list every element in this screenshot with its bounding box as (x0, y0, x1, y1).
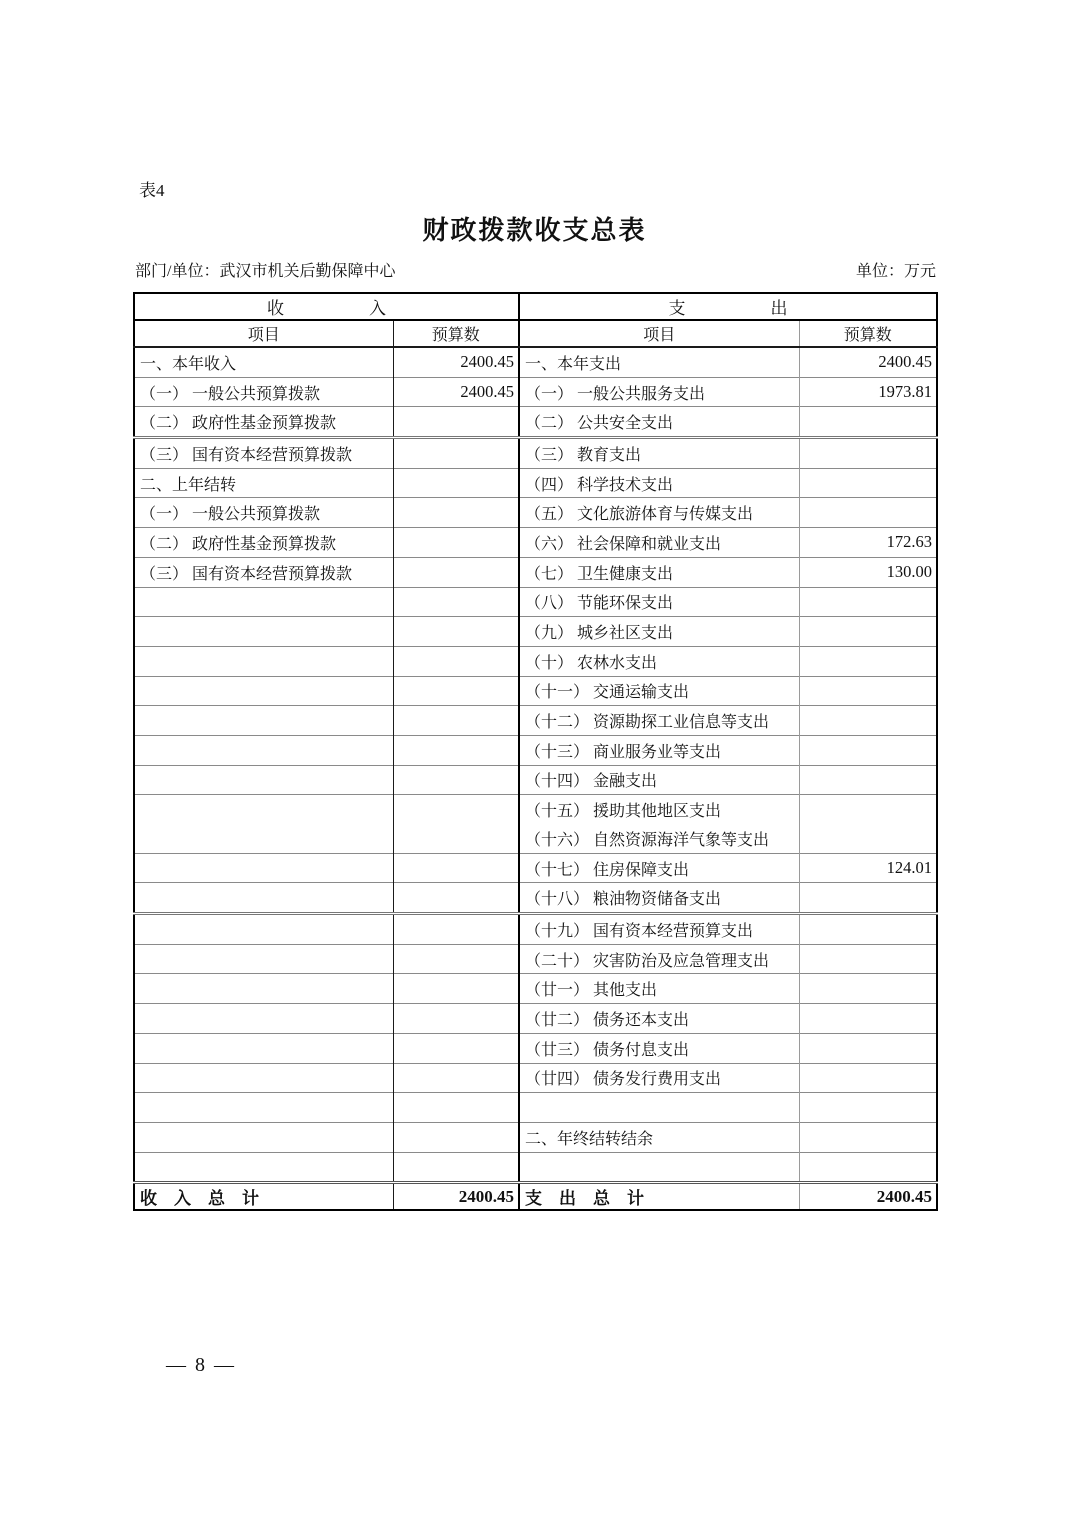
expenditure-item-cell: （十三） 商业服务业等支出 (519, 735, 799, 765)
revenue-budget-cell (393, 468, 519, 498)
revenue-item-cell (134, 765, 393, 795)
revenue-budget-cell (393, 883, 519, 914)
revenue-budget-cell (393, 1063, 519, 1093)
expenditure-item-cell: （六） 社会保障和就业支出 (519, 528, 799, 558)
expenditure-item-cell: （五） 文化旅游体育与传媒支出 (519, 498, 799, 528)
expenditure-item-cell: （十二） 资源勘探工业信息等支出 (519, 706, 799, 736)
table-row (134, 735, 937, 765)
revenue-budget-cell (393, 853, 519, 883)
table-row (134, 853, 937, 883)
revenue-item-cell: （三） 国有资本经营预算拨款 (134, 438, 393, 469)
revenue-budget-cell (393, 1152, 519, 1183)
table-row (134, 498, 937, 528)
revenue-item-cell (134, 706, 393, 736)
expenditure-item-cell: （三） 教育支出 (519, 438, 799, 469)
expenditure-item-cell: （二） 公共安全支出 (519, 407, 799, 438)
table-row (134, 438, 937, 469)
expenditure-budget-cell (799, 795, 937, 824)
revenue-budget-cell (393, 557, 519, 587)
expenditure-item-cell: 二、年终结转结余 (519, 1122, 799, 1152)
unit-label: 单位：万元 (855, 263, 936, 280)
expenditure-budget-cell (799, 914, 937, 945)
group-header-row (134, 293, 937, 320)
expenditure-item-cell: （二十） 灾害防治及应急管理支出 (519, 944, 799, 974)
revenue-item-cell (134, 944, 393, 974)
table-row (134, 1152, 937, 1183)
revenue-budget-header: 预算数 (393, 320, 519, 347)
revenue-item-cell (134, 1033, 393, 1063)
table-row (134, 944, 937, 974)
revenue-group-header: 收 入 (134, 293, 519, 320)
expenditure-item-cell: （四） 科学技术支出 (519, 468, 799, 498)
expenditure-item-cell: （十四） 金融支出 (519, 765, 799, 795)
page-title: 财政拨款收支总表 (422, 215, 647, 245)
expenditure-budget-header: 预算数 (799, 320, 937, 347)
revenue-budget-cell (393, 706, 519, 736)
table-row (134, 1093, 937, 1123)
expenditure-budget-cell (799, 1033, 937, 1063)
expenditure-item-cell: （八） 节能环保支出 (519, 587, 799, 617)
revenue-budget-cell (393, 765, 519, 795)
table-row (134, 468, 937, 498)
expenditure-item-cell: （十一） 交通运输支出 (519, 676, 799, 706)
expenditure-item-cell: （十） 农林水支出 (519, 646, 799, 676)
expenditure-budget-cell (799, 587, 937, 617)
expenditure-budget-cell (799, 883, 937, 914)
table-row (134, 407, 937, 438)
table-row (134, 1063, 937, 1093)
expenditure-total-value: 2400.45 (799, 1183, 937, 1211)
table-row (134, 646, 937, 676)
revenue-budget-cell (393, 587, 519, 617)
expenditure-budget-cell (799, 617, 937, 647)
revenue-budget-cell (393, 617, 519, 647)
expenditure-budget-cell (799, 974, 937, 1004)
expenditure-budget-cell (799, 498, 937, 528)
expenditure-budget-cell (799, 1004, 937, 1034)
expenditure-item-cell: （九） 城乡社区支出 (519, 617, 799, 647)
revenue-item-cell (134, 1122, 393, 1152)
expenditure-item-cell: （廿一） 其他支出 (519, 974, 799, 1004)
revenue-item-cell (134, 1152, 393, 1183)
revenue-item-cell: （三） 国有资本经营预算拨款 (134, 557, 393, 587)
expenditure-item-cell: （一） 一般公共服务支出 (519, 377, 799, 407)
expenditure-item-cell: （十九） 国有资本经营预算支出 (519, 914, 799, 945)
expenditure-budget-cell (799, 407, 937, 438)
expenditure-budget-cell (799, 824, 937, 853)
expenditure-budget-cell (799, 944, 937, 974)
expenditure-budget-cell: 124.01 (799, 853, 937, 883)
expenditure-budget-cell: 130.00 (799, 557, 937, 587)
table-row (134, 1004, 937, 1034)
table-row (134, 1122, 937, 1152)
revenue-budget-cell (393, 1093, 519, 1123)
revenue-budget-cell (393, 974, 519, 1004)
revenue-item-header: 项目 (134, 320, 393, 347)
column-header-row (134, 320, 937, 347)
expenditure-budget-cell (799, 706, 937, 736)
expenditure-item-header: 项目 (519, 320, 799, 347)
revenue-item-cell (134, 735, 393, 765)
expenditure-item-cell: （廿二） 债务还本支出 (519, 1004, 799, 1034)
revenue-item-cell (134, 646, 393, 676)
revenue-budget-cell (393, 944, 519, 974)
revenue-total-label: 收 入 总 计 (134, 1183, 393, 1211)
department-label: 部门/单位：武汉市机关后勤保障中心 (135, 263, 396, 280)
revenue-item-cell: （二） 政府性基金预算拨款 (134, 407, 393, 438)
revenue-budget-cell (393, 646, 519, 676)
expenditure-budget-cell (799, 1093, 937, 1123)
budget-summary-table (133, 292, 938, 1211)
expenditure-item-cell: （廿三） 债务付息支出 (519, 1033, 799, 1063)
revenue-budget-cell (393, 1033, 519, 1063)
revenue-item-cell (134, 617, 393, 647)
expenditure-item-cell: （十七） 住房保障支出 (519, 853, 799, 883)
table-row (134, 587, 937, 617)
revenue-budget-cell (393, 914, 519, 945)
expenditure-group-header: 支 出 (519, 293, 937, 320)
revenue-item-cell: （一） 一般公共预算拨款 (134, 377, 393, 407)
revenue-item-cell (134, 795, 393, 824)
table-row (134, 557, 937, 587)
revenue-budget-cell (393, 824, 519, 853)
table-row (134, 824, 937, 853)
expenditure-budget-cell (799, 438, 937, 469)
table-row (134, 676, 937, 706)
table-meta-row (135, 258, 936, 281)
revenue-budget-cell (393, 528, 519, 558)
table-row (134, 347, 937, 377)
expenditure-item-cell (519, 1093, 799, 1123)
table-row (134, 1033, 937, 1063)
expenditure-budget-cell (799, 1122, 937, 1152)
expenditure-budget-cell: 1973.81 (799, 377, 937, 407)
table-row (134, 974, 937, 1004)
expenditure-item-cell: 一、本年支出 (519, 347, 799, 377)
table-row (134, 617, 937, 647)
table-row (134, 795, 937, 824)
expenditure-budget-cell: 172.63 (799, 528, 937, 558)
revenue-budget-cell (393, 498, 519, 528)
expenditure-budget-cell (799, 735, 937, 765)
table-row (134, 765, 937, 795)
revenue-budget-cell: 2400.45 (393, 347, 519, 377)
revenue-item-cell (134, 974, 393, 1004)
table-number-label: 表4 (139, 181, 165, 200)
expenditure-budget-cell (799, 676, 937, 706)
revenue-budget-cell (393, 735, 519, 765)
expenditure-budget-cell (799, 765, 937, 795)
expenditure-budget-cell: 2400.45 (799, 347, 937, 377)
revenue-budget-cell (393, 438, 519, 469)
revenue-item-cell (134, 1004, 393, 1034)
revenue-item-cell: （二） 政府性基金预算拨款 (134, 528, 393, 558)
revenue-item-cell (134, 883, 393, 914)
expenditure-item-cell: （十五） 援助其他地区支出 (519, 795, 799, 824)
expenditure-budget-cell (799, 1063, 937, 1093)
revenue-item-cell (134, 824, 393, 853)
revenue-item-cell (134, 853, 393, 883)
page-number: — 8 — (166, 1354, 236, 1376)
expenditure-item-cell: （十六） 自然资源海洋气象等支出 (519, 824, 799, 853)
table-row (134, 883, 937, 914)
revenue-budget-cell (393, 1122, 519, 1152)
revenue-budget-cell: 2400.45 (393, 377, 519, 407)
table-row (134, 706, 937, 736)
expenditure-budget-cell (799, 468, 937, 498)
revenue-item-cell (134, 1093, 393, 1123)
revenue-item-cell (134, 914, 393, 945)
expenditure-total-label: 支 出 总 计 (519, 1183, 799, 1211)
expenditure-item-cell: （十八） 粮油物资储备支出 (519, 883, 799, 914)
revenue-budget-cell (393, 795, 519, 824)
revenue-budget-cell (393, 1004, 519, 1034)
expenditure-item-cell (519, 1152, 799, 1183)
revenue-budget-cell (393, 407, 519, 438)
expenditure-item-cell: （七） 卫生健康支出 (519, 557, 799, 587)
expenditure-budget-cell (799, 646, 937, 676)
expenditure-budget-cell (799, 1152, 937, 1183)
revenue-item-cell (134, 1063, 393, 1093)
table-row (134, 528, 937, 558)
revenue-budget-cell (393, 676, 519, 706)
revenue-item-cell (134, 587, 393, 617)
revenue-item-cell: 一、本年收入 (140, 355, 237, 373)
revenue-item-cell: 二、上年结转 (134, 468, 393, 498)
expenditure-item-cell: （廿四） 债务发行费用支出 (519, 1063, 799, 1093)
total-row (134, 1183, 937, 1211)
revenue-item-cell (134, 676, 393, 706)
revenue-total-value: 2400.45 (393, 1183, 519, 1211)
table-row (134, 914, 937, 945)
revenue-item-cell: （一） 一般公共预算拨款 (134, 498, 393, 528)
table-row (134, 377, 937, 407)
